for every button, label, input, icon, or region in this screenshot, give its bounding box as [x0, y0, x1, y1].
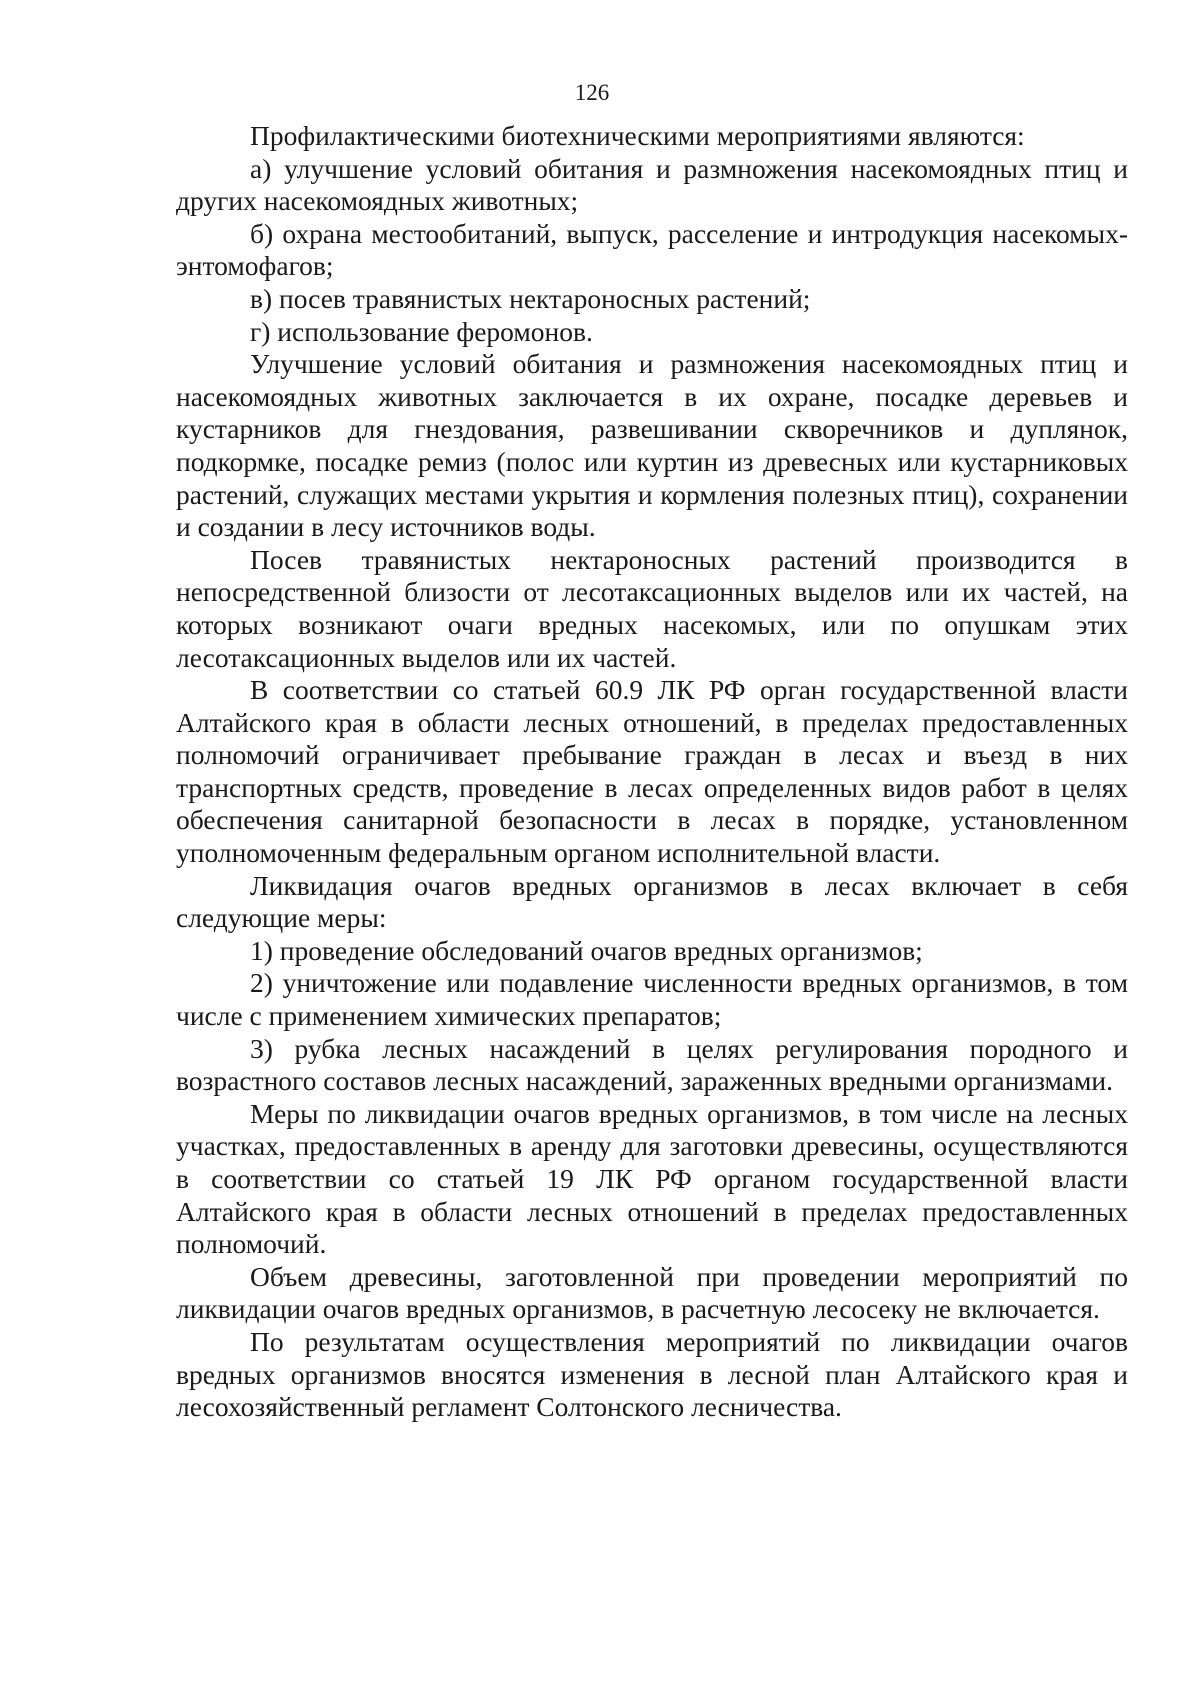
- paragraph-intro: Профилактическими биотехническими мероприятиями являются:: [250, 120, 1025, 151]
- paragraph-timber-volume: Объем древесины, заготовленной при проведении мероприятий по ликвидации очагов вредных организмов, в расчетную лесосеку не включается.: [176, 1260, 1128, 1325]
- page-number: 126: [574, 80, 610, 105]
- paragraph-article-19: Меры по ликвидации очагов вредных организмов, в том числе на лесных участках, предоставленных в аренду для заготовки древесины, осуществляются в соответствии со статьей 19 ЛК РФ органом государственной власти Алтайского края в области лесных отношений в пределах предоставленных полномочий.: [176, 1097, 1128, 1260]
- paragraph-measure-1: 1) проведение обследований очагов вредных организмов;: [250, 934, 923, 966]
- paragraph-article-60-9: В соответствии со статьей 60.9 ЛК РФ орган государственной власти Алтайского края в области лесных отношений, в пределах предоставленных полномочий ограничивает пребывание граждан в лесах и въезд в них транспортных средств, проведение в лесах определенных видов работ в целях обеспечения санитарной безопасности в лесах в порядке, установленном уполномоченным федеральным органом исполнительной власти.: [176, 674, 1128, 869]
- paragraph-item-d: г) использование феромонов.: [250, 315, 593, 347]
- paragraph-item-c: в) посев травянистых нектароносных растений;: [250, 282, 811, 314]
- paragraph-habitat: Улучшение условий обитания и размножения насекомоядных птиц и насекомоядных животных заключается в их охране, посадке деревьев и кустарников для гнездования, развешивании скворечников и дуплянок, подкормке, посадке ремиз (полос или куртин из древесных или кустарниковых растений, служащих местами укрытия и кормления полезных птиц), сохранении и создании в лесу источников воды.: [176, 348, 1128, 543]
- paragraph-measure-3: 3) рубка лесных насаждений в целях регулирования породного и возрастного составов лесных насаждений, зараженных вредными организмами.: [176, 1032, 1128, 1097]
- document-body: [176, 120, 1128, 1424]
- paragraph-results: По результатам осуществления мероприятий по ликвидации очагов вредных организмов вносятся изменения в лесной план Алтайского края и лесохозяйственный регламент Солтонского лесничества.: [176, 1325, 1128, 1423]
- paragraph-measure-2: 2) уничтожение или подавление численности вредных организмов, в том числе с применением химических препаратов;: [176, 967, 1128, 1032]
- paragraph-item-a: а) улучшение условий обитания и размножения насекомоядных птиц и других насекомоядных животных;: [176, 152, 1128, 217]
- paragraph-sowing: Посев травянистых нектароносных растений производится в непосредственной близости от лесотаксационных выделов или их частей, на которых возникают очаги вредных насекомых, или по опушкам этих лесотаксационных выделов или их частей.: [176, 543, 1128, 673]
- paragraph-item-b: б) охрана местообитаний, выпуск, расселение и интродукция насекомых-энтомофагов;: [176, 217, 1128, 282]
- paragraph-liquidation-measures: Ликвидация очагов вредных организмов в лесах включает в себя следующие меры:: [176, 869, 1128, 934]
